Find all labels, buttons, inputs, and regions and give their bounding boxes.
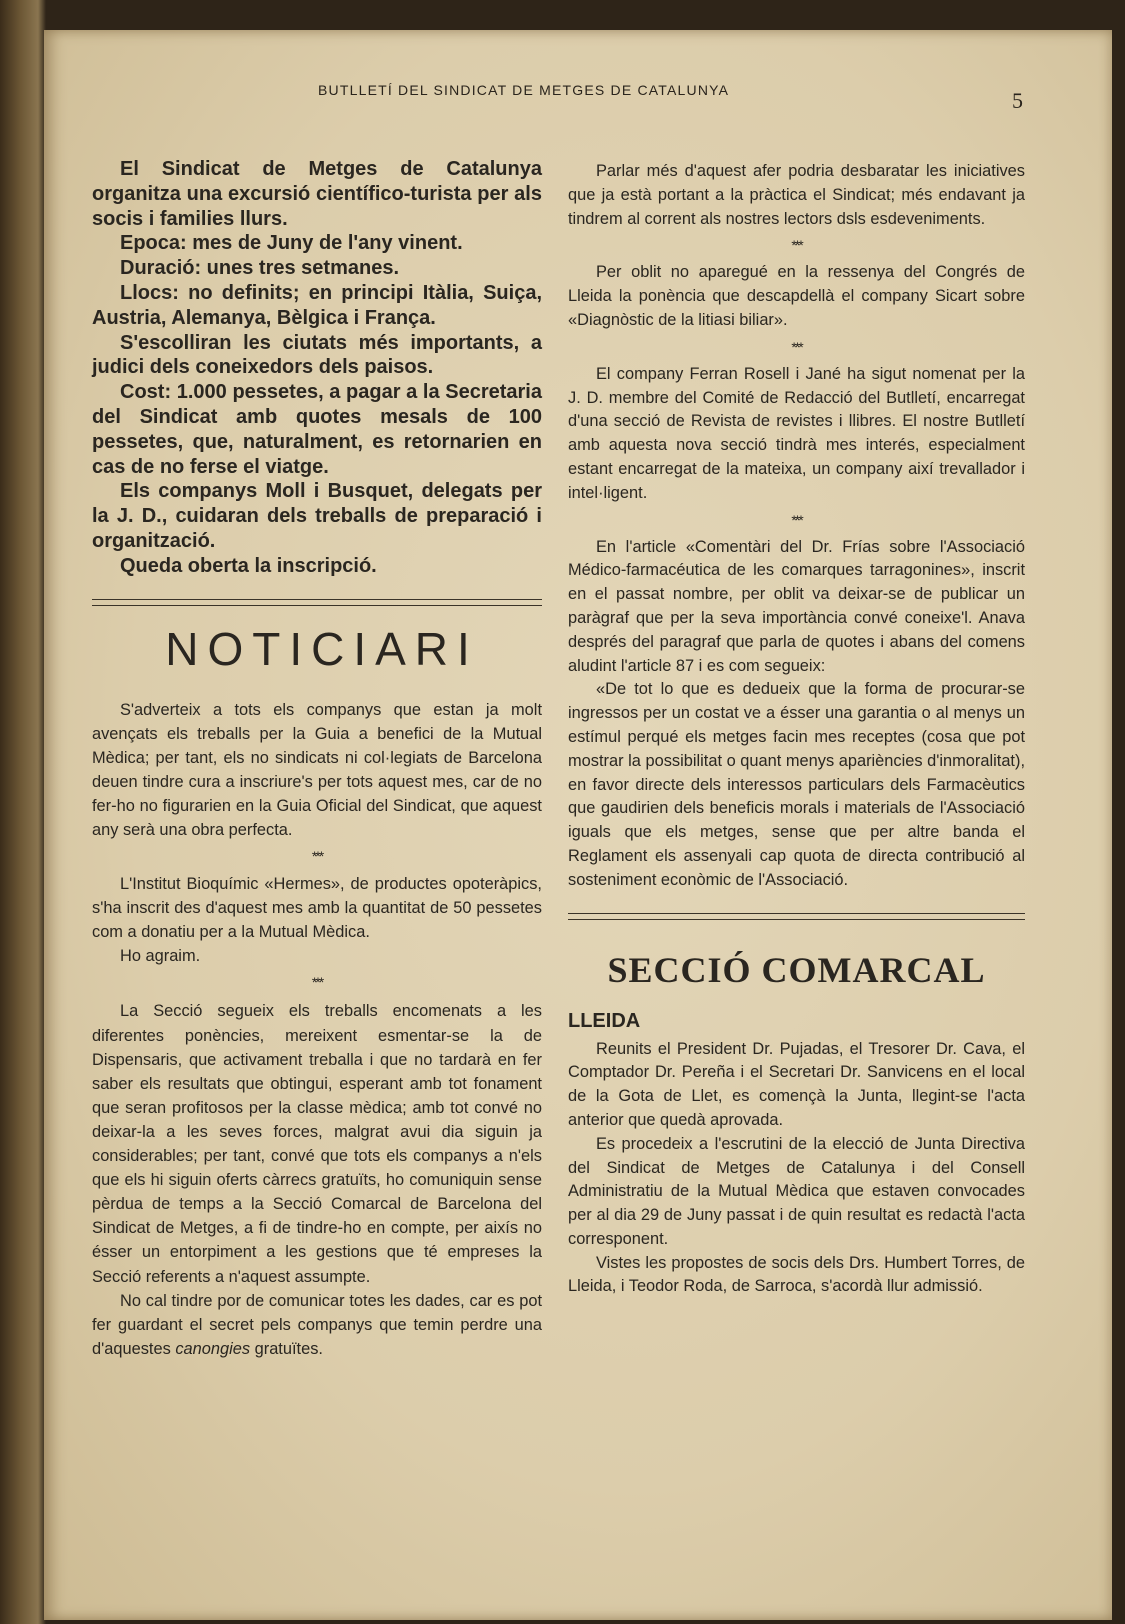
notice-paragraph: Duració: unes tres setmanes. <box>120 257 399 280</box>
noticiari-title: NOTICIARI <box>165 622 479 675</box>
right-column <box>568 160 1025 1299</box>
asterism-separator: *** <box>311 974 323 991</box>
news-paragraph: La Secció segueix els treballs encomenats a les diferentes ponències, mereixent esmentar-se la de Dispensaris, que activament treballa i que no tardarà en fer saber els resultats que obtingui, esperant amb tot fonament que seran profitosos per la classe mèdica; amb tot convé no deixar-la a les seves forces, malgrat avui dia siguin ja considerables; per tant, convé que tots els companys a n'els que els hi siguin oferts càrrecs gratuïts, ho comuniquin sense pèrdua de temps a la Secció Comarcal de Barcelona del Sindicat de Metges, a fi de tindre-ho en compte, per aixís no ésser un entorpiment a les gestions que té empreses la Secció referents a n'aquest assumpte. <box>92 1002 542 1286</box>
notice-paragraph: Cost: 1.000 pessetes, a pagar a la Secretaria del Sindicat amb quotes mesals de 100 pessetes, que, naturalment, es retornarien en cas de no ferse el viatge. <box>92 381 542 478</box>
news-thanks: Ho agraim. <box>120 947 201 966</box>
lleida-subheading: LLEIDA <box>568 1009 641 1032</box>
section-divider <box>568 913 1025 920</box>
news-paragraph: En l'article «Comentàri del Dr. Frías sobre l'Associació Médico-farmacéutica de les comarques tarragonines», inscrit en el passat nombre, per oblit va deixar-se de publicar un paràgraf que per la seva importància convé coneixe'l. Anava després del paragraf que parla de quotes i abans del comens aludint l'article 87 i es com segueix: <box>568 537 1025 675</box>
excursion-notice <box>92 157 542 579</box>
lleida-paragraph: Vistes les propostes de socis dels Drs. Humbert Torres, de Lleida, i Teodor Roda, de Sarroca, s'acordà llur admissió. <box>568 1253 1025 1296</box>
left-column <box>92 157 542 1361</box>
notice-paragraph: Epoca: mes de Juny de l'any vinent. <box>120 232 463 255</box>
notice-paragraph: El Sindicat de Metges de Catalunya organitza una excursió científico-turista per als socis i families llurs. <box>92 158 542 230</box>
notice-paragraph: Els companys Moll i Busquet, delegats per la J. D., cuidaran dels treballs de preparació i organització. <box>92 480 542 552</box>
news-text: No cal tindre por de comunicar totes les dades, car es pot fer guardant el secret pels companys que temin perdre una d'aquestes <box>92 1291 542 1358</box>
seccio-comarcal-title: SECCIÓ COMARCAL <box>607 949 986 990</box>
lleida-paragraph: Reunits el President Dr. Pujadas, el Tresorer Dr. Cava, el Comptador Dr. Pereña i el Secretari Dr. Sanvicens en el local de la Gota de Llet, es començà la Junta, llegint-se l'acta anterior que quedà aprovada. <box>568 1039 1025 1129</box>
lleida-paragraph: Es procedeix a l'escrutini de la elecció de Junta Directiva del Sindicat de Metges de Catalunya i del Consell Administratiu de la Mutual Mèdica que estaven convocades per al dia 29 de Juny passat i de quin resultat es redactà l'acta corresponent. <box>568 1134 1025 1248</box>
news-paragraph: El company Ferran Rosell i Jané ha sigut nomenat per la J. D. membre del Comité de Redacció del Butlletí, encarregat d'una secció de Revista de revistes i llibres. El nostre Butlletí amb aquesta nova secció tindrà mes interés, especialment estant encarregat de la mateixa, un company així trevallador i intel·ligent. <box>568 364 1025 502</box>
news-paragraph: S'adverteix a tots els companys que estan ja molt avençats els treballs per la Guia a benefici de la Mutual Mèdica; per tant, els no sindicats ni col·legiats de Barcelona deuen tindre cura a inscriure's per tots aquest mes, car de no fer-ho no figurarien en la Guia Oficial del Sindicat, que aquest any serà una obra perfecta. <box>92 700 542 840</box>
news-text: gratuïtes. <box>250 1339 323 1358</box>
notice-paragraph: Llocs: no definits; en principi Itàlia, Suiça, Austria, Alemanya, Bèlgica i França. <box>92 281 542 329</box>
quoted-paragraph: «De tot lo que es dedueix que la forma de procurar-se ingressos per un costat ve a ésser una garantia o al menys un estímul perqué els metges facin mes receptes (cosa que pot mostrar la possibilitat o quant menys apariències d'inmoralitat), en favor directe dels interessos particulars dels Farmacèutics que gaudirien dels beneficis morals i materials de l'Associació iguals que els metges, sense que per altre banda el Reglament els assenyali cap quota de directa contribució al sosteniment econòmic de l'Associació. <box>568 680 1025 889</box>
noticiari-body <box>92 698 542 1361</box>
page-number: 5 <box>1012 88 1023 113</box>
asterism-separator: *** <box>791 511 802 528</box>
news-paragraph: Per oblit no aparegué en la ressenya del Congrés de Lleida la ponència que descapdellà el company Sicart sobre «Diagnòstic de la litiasi biliar». <box>568 263 1025 329</box>
section-divider <box>92 599 542 606</box>
asterism-separator: *** <box>791 237 802 254</box>
running-header: BUTLLETÍ DEL SINDICAT DE METGES DE CATALUNYA <box>318 82 730 98</box>
news-paragraph <box>92 1289 542 1361</box>
notice-paragraph: S'escolliran les ciutats més importants, a judici dels coneixedors dels paisos. <box>92 331 542 379</box>
asterism-separator: *** <box>311 848 323 865</box>
asterism-separator: *** <box>791 338 802 355</box>
news-paragraph: Parlar més d'aquest afer podria desbaratar les iniciatives que ja està portant a la pràctica el Sindicat; més endavant ja tindrem al corrent als nostres lectors dsls esdeveniments. <box>568 162 1025 228</box>
news-emphasis: canongies <box>175 1339 251 1358</box>
news-paragraph: L'Institut Bioquímic «Hermes», de productes opoteràpics, s'ha inscrit des d'aquest mes amb la quantitat de 50 pessetes com a donatiu per a la Mutual Mèdica. <box>92 875 542 942</box>
notice-paragraph: Queda oberta la inscripció. <box>120 554 377 577</box>
